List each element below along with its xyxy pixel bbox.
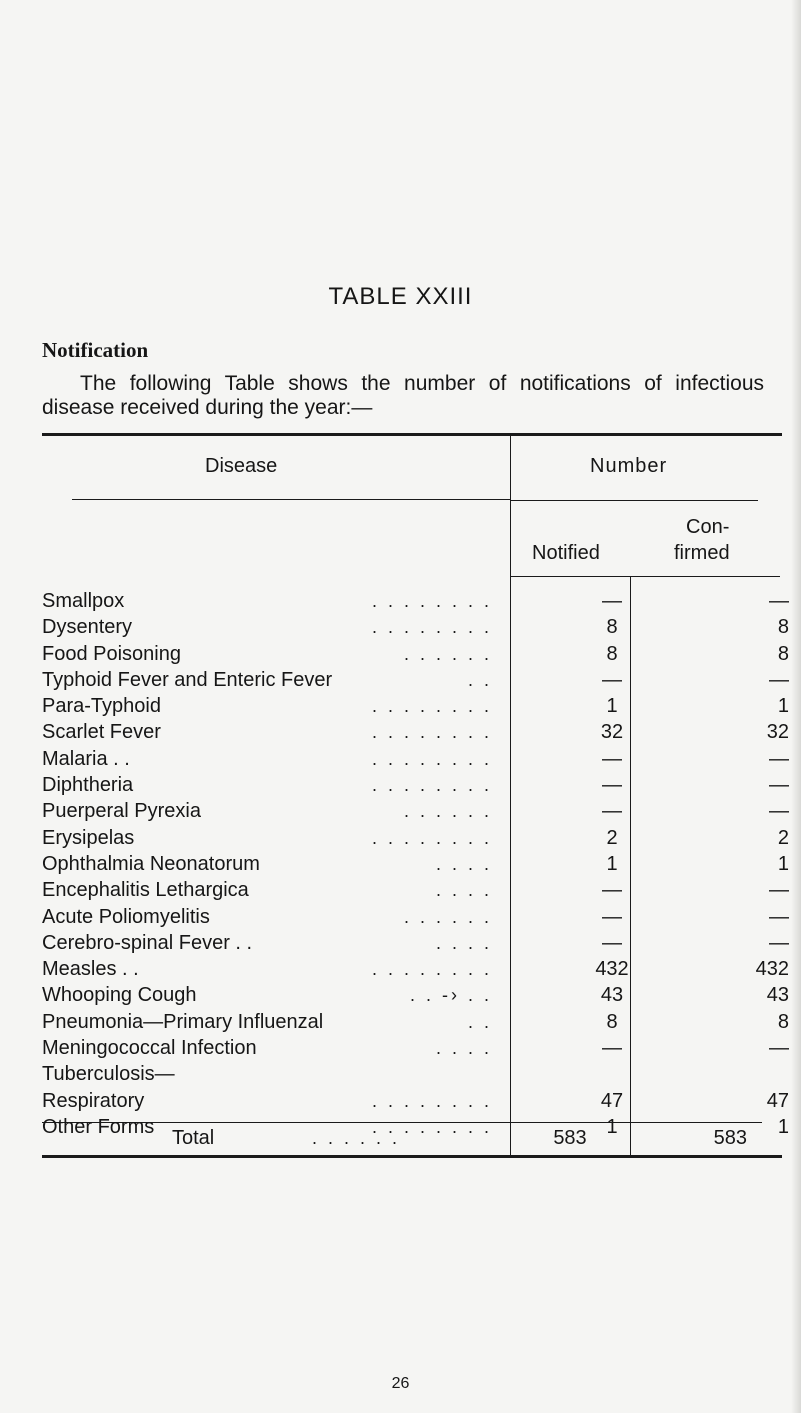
header-confirmed-line2: firmed	[674, 542, 730, 564]
leader-dots: . . . . . . . .	[371, 1090, 492, 1111]
confirmed-value: —	[769, 774, 789, 797]
header-confirmed-line1: Con-	[686, 516, 730, 538]
confirmed-value: —	[769, 905, 789, 928]
confirmed-value: 432	[755, 958, 789, 981]
leader-dots: . . . . . .	[403, 801, 492, 822]
disease-name: Erysipelas	[42, 826, 135, 849]
disease-name: Malaria . .	[42, 747, 130, 770]
notified-value: 43	[600, 984, 624, 1007]
notified-value: —	[602, 774, 622, 797]
confirmed-value: 1	[777, 1115, 789, 1138]
disease-name: Ophthalmia Neonatorum	[42, 852, 260, 875]
disease-name: Cerebro-spinal Fever . .	[42, 931, 253, 954]
disease-name: Tuberculosis—	[42, 1063, 175, 1086]
disease-name: Puerperal Pyrexia	[42, 800, 201, 823]
notified-value: 1	[606, 695, 618, 718]
number-header-underline	[510, 500, 758, 501]
table-row	[42, 746, 789, 772]
leader-dots: . . . . . .	[312, 1128, 401, 1148]
notified-value: —	[602, 931, 622, 954]
page-number: 26	[391, 1375, 410, 1392]
leader-dots: . . . . . . . .	[371, 827, 492, 848]
notified-value: 432	[595, 958, 629, 981]
total-notified: 583	[553, 1127, 587, 1149]
confirmed-value: 43	[766, 984, 789, 1007]
table-row	[42, 825, 789, 851]
confirmed-value: 8	[777, 642, 789, 665]
disease-name: Para-Typhoid	[42, 695, 161, 718]
confirmed-value: 1	[777, 852, 789, 875]
leader-dots: . . . . . . . .	[371, 1116, 492, 1137]
leader-dots: . . . .	[435, 853, 492, 874]
notified-value: —	[602, 800, 622, 823]
notified-value: —	[602, 668, 622, 691]
notified-value: —	[602, 905, 622, 928]
leader-dots: . . . . . . . .	[371, 959, 492, 980]
table-row	[42, 904, 789, 930]
table-row	[42, 956, 789, 982]
page-title: TABLE XXIII	[328, 283, 473, 310]
confirmed-value: 1	[777, 695, 789, 718]
table-row	[42, 614, 789, 640]
confirmed-value: —	[769, 1037, 789, 1060]
leader-dots: . . . . . .	[403, 906, 492, 927]
confirmed-value: —	[769, 879, 789, 902]
disease-name: Encephalitis Lethargica	[42, 879, 249, 902]
disease-name: Measles . .	[42, 958, 139, 981]
page-edge-shadow	[791, 0, 801, 1413]
confirmed-value: 8	[777, 616, 789, 639]
leader-dots: . .	[467, 669, 492, 690]
subheader-underline	[510, 576, 780, 577]
disease-name: Smallpox	[42, 590, 125, 612]
table-row	[42, 719, 789, 745]
table-row	[42, 693, 789, 719]
total-label: Total	[172, 1127, 215, 1149]
total-confirmed: 583	[713, 1127, 747, 1149]
notified-value: —	[602, 590, 622, 612]
notified-value: 1	[606, 1115, 618, 1138]
section-heading: Notification	[42, 338, 149, 362]
table-row	[42, 982, 789, 1008]
notified-value: 32	[600, 721, 624, 744]
notified-value: 8	[606, 1010, 618, 1033]
leader-dots: . . . . . . . .	[371, 775, 492, 796]
table-row	[42, 772, 789, 798]
confirmed-value: —	[769, 668, 789, 691]
disease-name: Diphtheria	[42, 774, 134, 797]
table-row	[42, 877, 789, 903]
confirmed-value: —	[769, 800, 789, 823]
table-bottom-rule	[42, 1155, 782, 1158]
disease-name: Food Poisoning	[42, 642, 181, 665]
notified-value: 8	[606, 616, 618, 639]
notified-value: 2	[606, 826, 618, 849]
disease-name: Meningococcal Infection	[42, 1037, 257, 1060]
leader-dots: . .	[467, 1011, 492, 1032]
confirmed-value: —	[769, 590, 789, 612]
disease-name: Scarlet Fever	[42, 721, 161, 744]
notified-value: 8	[606, 642, 618, 665]
confirmed-value: —	[769, 931, 789, 954]
leader-dots: . . . . . . . .	[371, 696, 492, 717]
leader-dots: . . . . . . . .	[371, 591, 492, 611]
confirmed-value: —	[769, 747, 789, 770]
total-row	[42, 1124, 782, 1152]
leader-dots: . . . .	[435, 1038, 492, 1059]
leader-dots: . . . .	[435, 880, 492, 901]
notified-value: —	[602, 1037, 622, 1060]
table-row	[42, 1035, 789, 1061]
table-row	[42, 1061, 492, 1087]
disease-name: Typhoid Fever and Enteric Fever	[42, 668, 333, 691]
leader-dots: . . . . . . . .	[371, 748, 492, 769]
table-row	[42, 851, 789, 877]
disease-header-underline	[72, 499, 510, 500]
table-row	[42, 798, 789, 824]
table-row	[42, 1088, 789, 1114]
leader-dots: . . . . . .	[403, 643, 492, 664]
disease-name: Acute Poliomyelitis	[42, 905, 210, 928]
disease-name: Other Forms	[42, 1115, 155, 1138]
notified-value: —	[602, 747, 622, 770]
table-row	[42, 930, 789, 956]
table-row	[42, 641, 789, 667]
notified-value: 47	[600, 1089, 624, 1112]
table-row	[42, 588, 789, 614]
header-number: Number	[590, 455, 668, 477]
confirmed-value: 47	[766, 1089, 789, 1112]
table-row	[42, 667, 789, 693]
table-row	[42, 1009, 789, 1035]
notified-value: 1	[606, 852, 618, 875]
intro-paragraph: The following Table shows the number of notifications of infectious disease received during the year:—	[42, 372, 764, 419]
leader-dots: . . . . . . . .	[371, 617, 492, 638]
disease-name: Whooping Cough	[42, 984, 197, 1007]
column-divider-main	[510, 436, 511, 1158]
header-notified: Notified	[532, 542, 600, 564]
disease-name: Respiratory	[42, 1089, 145, 1112]
leader-dots: . . . .	[435, 932, 492, 953]
leader-dots: . . . . . . . .	[371, 722, 492, 743]
confirmed-value: 2	[777, 826, 789, 849]
notified-value: —	[602, 879, 622, 902]
disease-name: Dysentery	[42, 616, 133, 639]
table-top-rule	[42, 433, 782, 436]
header-disease: Disease	[205, 455, 278, 477]
disease-name: Pneumonia—Primary Influenzal	[42, 1010, 324, 1033]
confirmed-value: 8	[777, 1010, 789, 1033]
leader-dots: . . -› . .	[410, 985, 492, 1006]
confirmed-value: 32	[766, 721, 789, 744]
